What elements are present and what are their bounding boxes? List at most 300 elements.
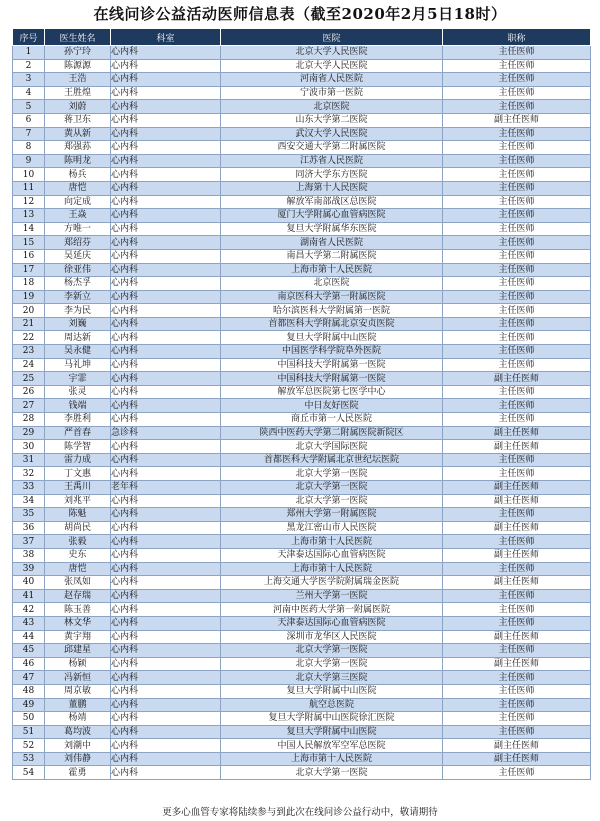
cell-title: 主任医师 [443,413,591,427]
table-row [13,236,591,250]
cell-number: 38 [13,548,45,562]
cell-hospital: 兰州大学第一医院 [221,589,443,603]
table-row [13,317,591,331]
cell-number: 42 [13,603,45,617]
cell-hospital: 中国科技大学附属第一医院 [221,372,443,386]
cell-doctor-name: 周京敏 [45,684,111,698]
cell-title: 主任医师 [443,209,591,223]
cell-title: 主任医师 [443,317,591,331]
cell-department: 心内科 [111,59,221,73]
cell-doctor-name: 吴永健 [45,345,111,359]
cell-title: 主任医师 [443,562,591,576]
table-row [13,290,591,304]
cell-number: 10 [13,168,45,182]
cell-number: 21 [13,317,45,331]
cell-title: 主任医师 [443,644,591,658]
cell-title: 副主任医师 [443,576,591,590]
cell-hospital: 首都医科大学附属北京安贞医院 [221,317,443,331]
cell-number: 5 [13,100,45,114]
cell-number: 46 [13,657,45,671]
cell-title: 主任医师 [443,345,591,359]
cell-hospital: 宁波市第一医院 [221,86,443,100]
cell-hospital: 上海第十人民医院 [221,181,443,195]
cell-title: 主任医师 [443,222,591,236]
cell-hospital: 陕西中医药大学第二附属医院新院区 [221,426,443,440]
cell-doctor-name: 王胜煌 [45,86,111,100]
table-row [13,73,591,87]
cell-doctor-name: 葛均波 [45,725,111,739]
table-row [13,752,591,766]
cell-title: 副主任医师 [443,440,591,454]
table-row [13,630,591,644]
cell-number: 25 [13,372,45,386]
cell-hospital: 北京大学国际医院 [221,440,443,454]
table-row [13,222,591,236]
cell-hospital: 江苏省人民医院 [221,154,443,168]
cell-title: 主任医师 [443,127,591,141]
cell-department: 心内科 [111,467,221,481]
cell-doctor-name: 张凤如 [45,576,111,590]
table-row [13,304,591,318]
table-row [13,494,591,508]
cell-department: 心内科 [111,399,221,413]
cell-title: 主任医师 [443,168,591,182]
cell-number: 31 [13,453,45,467]
cell-doctor-name: 吴延庆 [45,249,111,263]
cell-hospital: 北京大学第一医院 [221,494,443,508]
cell-doctor-name: 方唯一 [45,222,111,236]
table-row [13,358,591,372]
cell-number: 16 [13,249,45,263]
cell-title: 副主任医师 [443,426,591,440]
cell-hospital: 黑龙江密山市人民医院 [221,521,443,535]
cell-doctor-name: 张灵 [45,385,111,399]
cell-doctor-name: 向定成 [45,195,111,209]
cell-number: 12 [13,195,45,209]
table-row [13,413,591,427]
cell-department: 心内科 [111,317,221,331]
cell-hospital: 山东大学第二医院 [221,113,443,127]
cell-department: 心内科 [111,413,221,427]
table-body [13,46,591,780]
cell-title: 主任医师 [443,453,591,467]
cell-doctor-name: 刘伟静 [45,752,111,766]
cell-title: 主任医师 [443,725,591,739]
cell-department: 心内科 [111,440,221,454]
cell-number: 15 [13,236,45,250]
cell-number: 54 [13,766,45,780]
cell-number: 41 [13,589,45,603]
cell-department: 心内科 [111,766,221,780]
cell-number: 44 [13,630,45,644]
cell-department: 心内科 [111,222,221,236]
table-row [13,616,591,630]
cell-hospital: 深圳市龙华区人民医院 [221,630,443,644]
cell-department: 心内科 [111,181,221,195]
cell-number: 26 [13,385,45,399]
cell-title: 副主任医师 [443,521,591,535]
cell-hospital: 北京大学第一医院 [221,657,443,671]
cell-department: 心内科 [111,154,221,168]
cell-title: 主任医师 [443,603,591,617]
cell-doctor-name: 赵存瑞 [45,589,111,603]
cell-doctor-name: 刘巍 [45,317,111,331]
table-row [13,589,591,603]
cell-title: 主任医师 [443,535,591,549]
cell-department: 心内科 [111,195,221,209]
cell-doctor-name: 钱端 [45,399,111,413]
cell-hospital: 西安交通大学第二附属医院 [221,141,443,155]
cell-number: 2 [13,59,45,73]
cell-number: 4 [13,86,45,100]
footer-note: 更多心血管专家将陆续参与到此次在线问诊公益行动中，敬请期待 [162,807,438,818]
table-row [13,249,591,263]
cell-doctor-name: 李新立 [45,290,111,304]
cell-number: 27 [13,399,45,413]
table-row [13,698,591,712]
table-row [13,739,591,753]
cell-department: 心内科 [111,236,221,250]
cell-title: 主任医师 [443,249,591,263]
cell-doctor-name: 林文华 [45,616,111,630]
cell-doctor-name: 霍勇 [45,766,111,780]
cell-number: 14 [13,222,45,236]
cell-title: 主任医师 [443,86,591,100]
cell-department: 心内科 [111,712,221,726]
cell-hospital: 南京医科大学第一附属医院 [221,290,443,304]
table-row [13,195,591,209]
cell-title: 副主任医师 [443,752,591,766]
table-row [13,154,591,168]
cell-number: 33 [13,481,45,495]
cell-hospital: 中国人民解放军空军总医院 [221,739,443,753]
cell-title: 主任医师 [443,141,591,155]
table-row [13,644,591,658]
cell-title: 副主任医师 [443,494,591,508]
cell-number: 29 [13,426,45,440]
cell-hospital: 上海市第十人民医院 [221,535,443,549]
table-row [13,168,591,182]
cell-department: 心内科 [111,698,221,712]
table-row [13,100,591,114]
cell-department: 心内科 [111,739,221,753]
cell-hospital: 天津泰达国际心血管病医院 [221,616,443,630]
cell-hospital: 同济大学东方医院 [221,168,443,182]
cell-hospital: 北京大学第一医院 [221,481,443,495]
cell-department: 心内科 [111,100,221,114]
cell-hospital: 哈尔滨医科大学附属第一医院 [221,304,443,318]
cell-doctor-name: 蒋卫东 [45,113,111,127]
cell-number: 18 [13,277,45,291]
cell-title: 主任医师 [443,304,591,318]
table-header-row [13,29,591,46]
cell-department: 心内科 [111,358,221,372]
cell-hospital: 郑州大学第一附属医院 [221,508,443,522]
cell-department: 心内科 [111,263,221,277]
cell-hospital: 河南中医药大学第一附属医院 [221,603,443,617]
cell-doctor-name: 黄宇翔 [45,630,111,644]
cell-doctor-name: 刘兆平 [45,494,111,508]
table-row [13,127,591,141]
cell-department: 心内科 [111,304,221,318]
cell-hospital: 上海市第十人民医院 [221,263,443,277]
cell-title: 副主任医师 [443,113,591,127]
cell-doctor-name: 史东 [45,548,111,562]
cell-doctor-name: 刘蔚 [45,100,111,114]
cell-hospital: 复旦大学附属中山医院 [221,725,443,739]
cell-title: 主任医师 [443,236,591,250]
cell-hospital: 航空总医院 [221,698,443,712]
cell-number: 39 [13,562,45,576]
cell-number: 37 [13,535,45,549]
cell-title: 主任医师 [443,671,591,685]
cell-number: 43 [13,616,45,630]
cell-title: 主任医师 [443,385,591,399]
cell-number: 17 [13,263,45,277]
cell-doctor-name: 周达新 [45,331,111,345]
cell-number: 22 [13,331,45,345]
cell-department: 心内科 [111,331,221,345]
cell-doctor-name: 丁文惠 [45,467,111,481]
cell-number: 36 [13,521,45,535]
cell-hospital: 北京大学第一医院 [221,644,443,658]
table-row [13,59,591,73]
cell-number: 19 [13,290,45,304]
cell-doctor-name: 胡尚民 [45,521,111,535]
cell-hospital: 北京大学人民医院 [221,59,443,73]
cell-hospital: 天津泰达国际心血管病医院 [221,548,443,562]
header-hospital: 医院 [221,29,443,46]
table-row [13,603,591,617]
cell-doctor-name: 杨兵 [45,168,111,182]
cell-doctor-name: 唐恺 [45,562,111,576]
header-title: 职称 [443,29,591,46]
table-row [13,725,591,739]
cell-number: 24 [13,358,45,372]
cell-hospital: 上海交通大学医学院附属瑞金医院 [221,576,443,590]
header-number: 序号 [13,29,45,46]
cell-title: 主任医师 [443,59,591,73]
cell-hospital: 商丘市第一人民医院 [221,413,443,427]
cell-doctor-name: 陈源源 [45,59,111,73]
cell-title: 主任医师 [443,712,591,726]
cell-department: 心内科 [111,644,221,658]
cell-title: 副主任医师 [443,372,591,386]
cell-number: 48 [13,684,45,698]
cell-number: 28 [13,413,45,427]
cell-number: 9 [13,154,45,168]
header-department: 科室 [111,29,221,46]
cell-number: 6 [13,113,45,127]
cell-department: 心内科 [111,657,221,671]
table-row [13,181,591,195]
table-row [13,508,591,522]
cell-department: 心内科 [111,46,221,60]
table-row [13,562,591,576]
table-row [13,399,591,413]
cell-department: 心内科 [111,127,221,141]
cell-doctor-name: 邱建星 [45,644,111,658]
cell-department: 心内科 [111,73,221,87]
cell-title: 主任医师 [443,684,591,698]
cell-number: 51 [13,725,45,739]
cell-department: 心内科 [111,168,221,182]
cell-hospital: 厦门大学附属心血管病医院 [221,209,443,223]
cell-doctor-name: 马礼坤 [45,358,111,372]
cell-hospital: 湖南省人民医院 [221,236,443,250]
page-title: 在线问诊公益活动医师信息表（截至2020年2月5日18时） [93,5,507,23]
cell-department: 心内科 [111,603,221,617]
cell-hospital: 北京医院 [221,100,443,114]
cell-department: 心内科 [111,372,221,386]
cell-doctor-name: 孙宁玲 [45,46,111,60]
cell-hospital: 解放军总医院第七医学中心 [221,385,443,399]
cell-number: 52 [13,739,45,753]
cell-title: 主任医师 [443,508,591,522]
cell-number: 30 [13,440,45,454]
table-row [13,453,591,467]
table-row [13,535,591,549]
cell-department: 心内科 [111,86,221,100]
cell-doctor-name: 徐亚伟 [45,263,111,277]
cell-hospital: 首都医科大学附属北京世纪坛医院 [221,453,443,467]
cell-title: 主任医师 [443,181,591,195]
cell-hospital: 北京大学第一医院 [221,766,443,780]
cell-title: 主任医师 [443,73,591,87]
table-row [13,684,591,698]
cell-title: 主任医师 [443,358,591,372]
cell-title: 主任医师 [443,100,591,114]
cell-department: 心内科 [111,562,221,576]
cell-title: 主任医师 [443,766,591,780]
cell-hospital: 河南省人民医院 [221,73,443,87]
cell-hospital: 武汉大学人民医院 [221,127,443,141]
cell-doctor-name: 杨颖 [45,657,111,671]
cell-title: 主任医师 [443,154,591,168]
table-row [13,86,591,100]
cell-department: 心内科 [111,345,221,359]
cell-doctor-name: 李胜利 [45,413,111,427]
cell-title: 主任医师 [443,589,591,603]
cell-hospital: 北京大学人民医院 [221,46,443,60]
table-row [13,345,591,359]
cell-title: 副主任医师 [443,548,591,562]
cell-department: 心内科 [111,535,221,549]
cell-number: 11 [13,181,45,195]
cell-number: 8 [13,141,45,155]
table-row [13,277,591,291]
cell-hospital: 中国医学科学院阜外医院 [221,345,443,359]
cell-hospital: 上海市第十人民医院 [221,562,443,576]
cell-department: 心内科 [111,589,221,603]
cell-doctor-name: 王浩 [45,73,111,87]
cell-doctor-name: 刘潮中 [45,739,111,753]
cell-number: 45 [13,644,45,658]
cell-department: 心内科 [111,508,221,522]
cell-doctor-name: 冯新恒 [45,671,111,685]
cell-department: 心内科 [111,684,221,698]
cell-hospital: 中日友好医院 [221,399,443,413]
cell-department: 心内科 [111,113,221,127]
cell-doctor-name: 杨杰孚 [45,277,111,291]
cell-title: 副主任医师 [443,657,591,671]
cell-number: 3 [13,73,45,87]
cell-department: 心内科 [111,548,221,562]
cell-hospital: 北京大学第一医院 [221,467,443,481]
table-row [13,766,591,780]
cell-doctor-name: 陈学智 [45,440,111,454]
cell-hospital: 北京医院 [221,277,443,291]
cell-doctor-name: 陈魁 [45,508,111,522]
cell-department: 心内科 [111,576,221,590]
cell-doctor-name: 张毅 [45,535,111,549]
cell-department: 心内科 [111,630,221,644]
cell-number: 13 [13,209,45,223]
table-row [13,331,591,345]
table-row [13,263,591,277]
cell-doctor-name: 黄从新 [45,127,111,141]
table-row [13,712,591,726]
cell-title: 主任医师 [443,263,591,277]
table-row [13,113,591,127]
cell-department: 心内科 [111,521,221,535]
doctor-table [12,28,591,780]
cell-number: 53 [13,752,45,766]
table-row [13,440,591,454]
cell-title: 主任医师 [443,46,591,60]
cell-department: 心内科 [111,494,221,508]
table-row [13,141,591,155]
cell-hospital: 中国科技大学附属第一医院 [221,358,443,372]
cell-title: 副主任医师 [443,739,591,753]
cell-department: 心内科 [111,671,221,685]
cell-number: 35 [13,508,45,522]
cell-doctor-name: 陈玉善 [45,603,111,617]
cell-doctor-name: 宇霏 [45,372,111,386]
cell-doctor-name: 严首春 [45,426,111,440]
cell-doctor-name: 雷力成 [45,453,111,467]
table-row [13,481,591,495]
cell-doctor-name: 陈明龙 [45,154,111,168]
cell-department: 心内科 [111,141,221,155]
cell-doctor-name: 杨靖 [45,712,111,726]
cell-number: 20 [13,304,45,318]
cell-hospital: 解放军南部战区总医院 [221,195,443,209]
cell-number: 40 [13,576,45,590]
cell-department: 心内科 [111,453,221,467]
cell-department: 老年科 [111,481,221,495]
table-row [13,548,591,562]
cell-department: 心内科 [111,616,221,630]
cell-department: 心内科 [111,277,221,291]
cell-department: 急诊科 [111,426,221,440]
table-row [13,657,591,671]
cell-title: 主任医师 [443,698,591,712]
cell-hospital: 复旦大学附属中山医院 [221,331,443,345]
cell-hospital: 北京大学第三医院 [221,671,443,685]
table-row [13,521,591,535]
cell-hospital: 上海市第十人民医院 [221,752,443,766]
cell-doctor-name: 李为民 [45,304,111,318]
header-doctor-name: 医生姓名 [45,29,111,46]
cell-department: 心内科 [111,752,221,766]
cell-number: 49 [13,698,45,712]
table-row [13,467,591,481]
table-row [13,576,591,590]
cell-title: 主任医师 [443,290,591,304]
cell-hospital: 南昌大学第二附属医院 [221,249,443,263]
cell-doctor-name: 王焱 [45,209,111,223]
